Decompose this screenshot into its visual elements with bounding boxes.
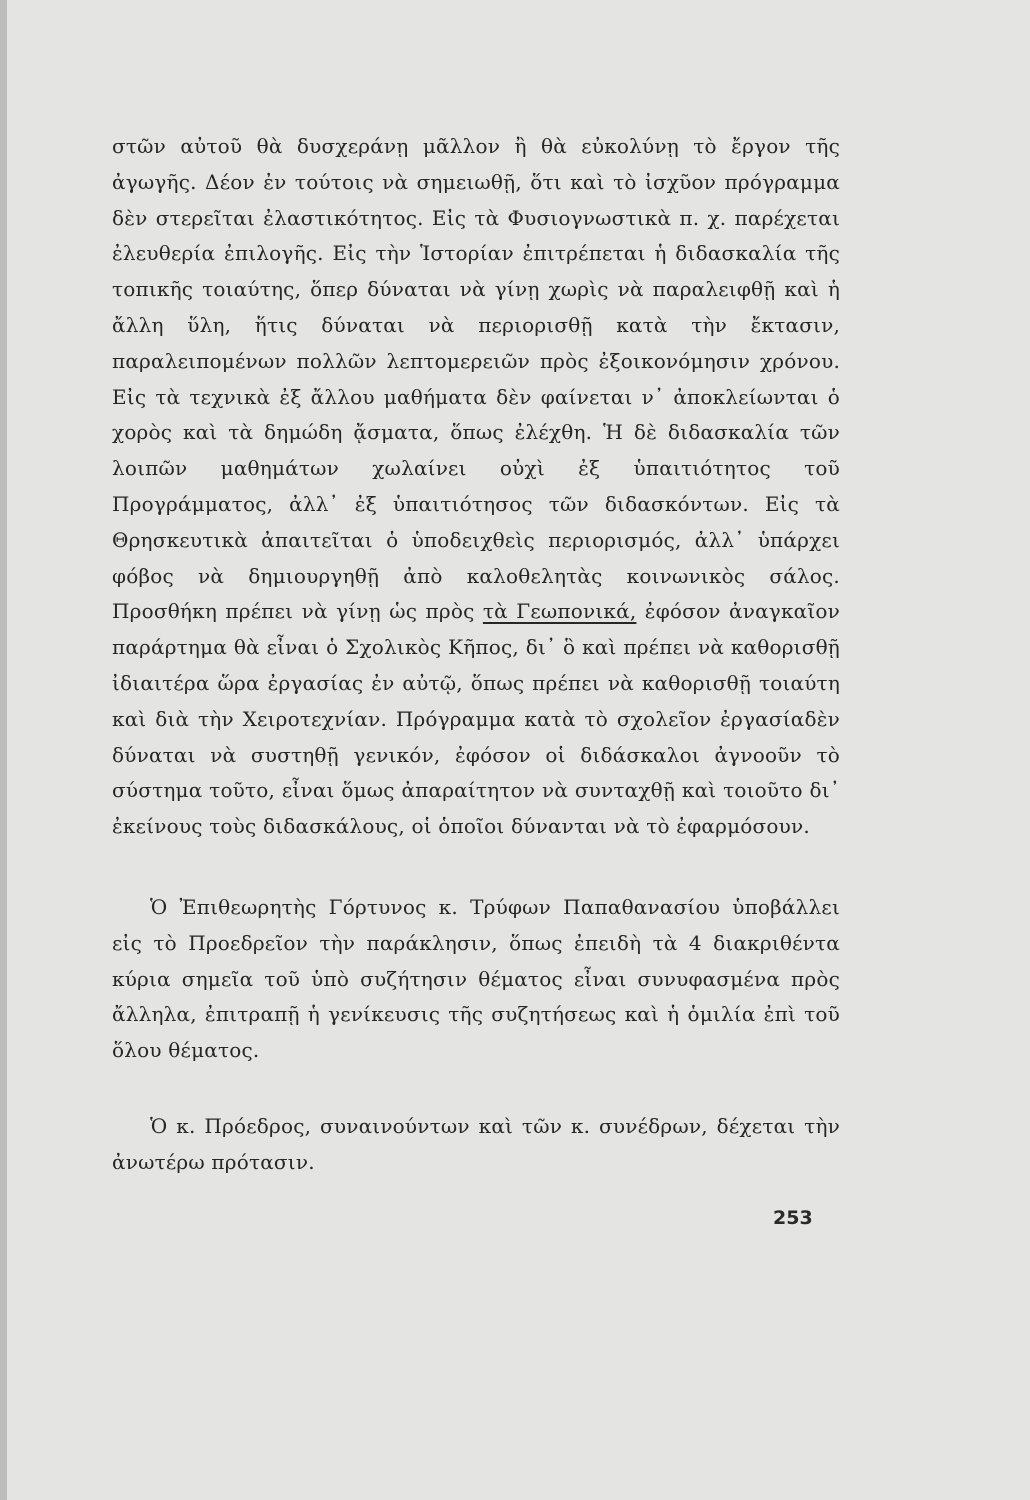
paragraph-inspector-request: Ὁ Ἐπιθεωρητὴς Γόρτυνος κ. Τρύφων Παπαθανασίου ὑποβάλλει εἰς τὸ Προεδρεῖον τὴν παράκλησιν, ὅπως ἐπειδὴ τὰ 4 διακριθέντα κύρια σημεῖα τοῦ ὑπὸ συζήτησιν θέματος εἶναι συνυφασμένα πρὸς ἄλληλα, ἐπιτραπῇ ἡ γενίκευσις τῆς συζητήσεως καὶ ἡ ὁμιλία ἐπὶ τοῦ ὅλου θέματος. [112,894,840,1063]
paragraph-text-after-underline: ἐφόσον ἀναγκαῖον παράρτημα θὰ εἶναι ὁ Σχολικὸς Κῆπος, δι᾿ ὃ καὶ πρέπει νὰ καθορισθῇ ἰδιαιτέρα ὥρα ἐργασίας ἐν αὐτῷ, ὅπως πρέπει νὰ καθορισθῇ τοιαύτη καὶ διὰ τὴν Χειροτεχνίαν. Πρόγραμμα κατὰ τὸ σχολεῖον ἐργασίαδὲν δύναται νὰ συστηθῇ γενικόν, ἐφόσον οἱ διδάσκαλοι ἀγνοοῦν τὸ σύστημα τοῦτο, εἶναι ὅμως ἀπαραίτητον νὰ συνταχθῇ καὶ τοιοῦτο δι᾿ ἐκείνους τοὺς διδασκάλους, οἱ ὁποῖοι δύνανται νὰ τὸ ἐφαρμόσουν. [112,599,841,839]
underlined-phrase: τὰ Γεωπονικά, [482,599,637,624]
page-binding-edge [0,0,7,1500]
paragraph-president-acceptance: Ὁ κ. Πρόεδρος, συναινούντων καὶ τῶν κ. συνέδρων, δέχεται τὴν ἀνωτέρω πρότασιν. [112,1113,840,1174]
paragraph-text-before-underline: στῶν αὐτοῦ θὰ δυσχεράνῃ μᾶλλον ἢ θὰ εὐκολύνῃ τὸ ἔργον τῆς ἀγωγῆς. Δέον ἐν τούτοις νὰ σημειωθῇ, ὅτι καὶ τὸ ἰσχῦον πρόγραμμα δὲν στερεῖται ἐλαστικότητος. Εἰς τὰ Φυσιογνωστικὰ π. χ. παρέχεται ἐλευθερία ἐπιλογῆς. Εἰς τὴν Ἱστορίαν ἐπιτρέπεται ἡ διδασκαλία τῆς τοπικῆς τοιαύτης, ὅπερ δύναται νὰ γίνῃ χωρὶς νὰ παραλειφθῇ καὶ ἡ ἄλλη ὕλη, ἥτις δύναται νὰ περιορισθῇ κατὰ τὴν ἔκτασιν, παραλειπομένων πολλῶν λεπτομερειῶν πρὸς ἐξοικονόμησιν χρόνου. Εἰς τὰ τεχνικὰ ἐξ ἄλλου μαθήματα δὲν φαίνεται ν᾿ ἀποκλείωνται ὁ χορὸς καὶ τὰ δημώδη ᾄσματα, ὅπως ἐλέχθη. Ἡ δὲ διδασκαλία τῶν λοιπῶν μαθημάτων χωλαίνει οὐχὶ ἐξ ὑπαιτιότητος τοῦ Προγράμματος, ἀλλ᾿ ἐξ ὑπαιτιότησος τῶν διδασκόντων. Εἰς τὰ Θρησκευτικὰ ἀπαιτεῖται ὁ ὑποδειχθεὶς περιορισμός, ἀλλ᾿ ὑπάρχει φόβος νὰ δημιουργηθῇ ἀπὸ καλοθελητὰς κοινωνικὸς σάλος. Προσθήκη πρέπει νὰ γίνῃ ὡς πρὸς [112,134,840,624]
paragraph-program-flexibility [112,129,840,845]
body-text [112,129,840,1181]
page-number: 253 [773,1207,813,1229]
